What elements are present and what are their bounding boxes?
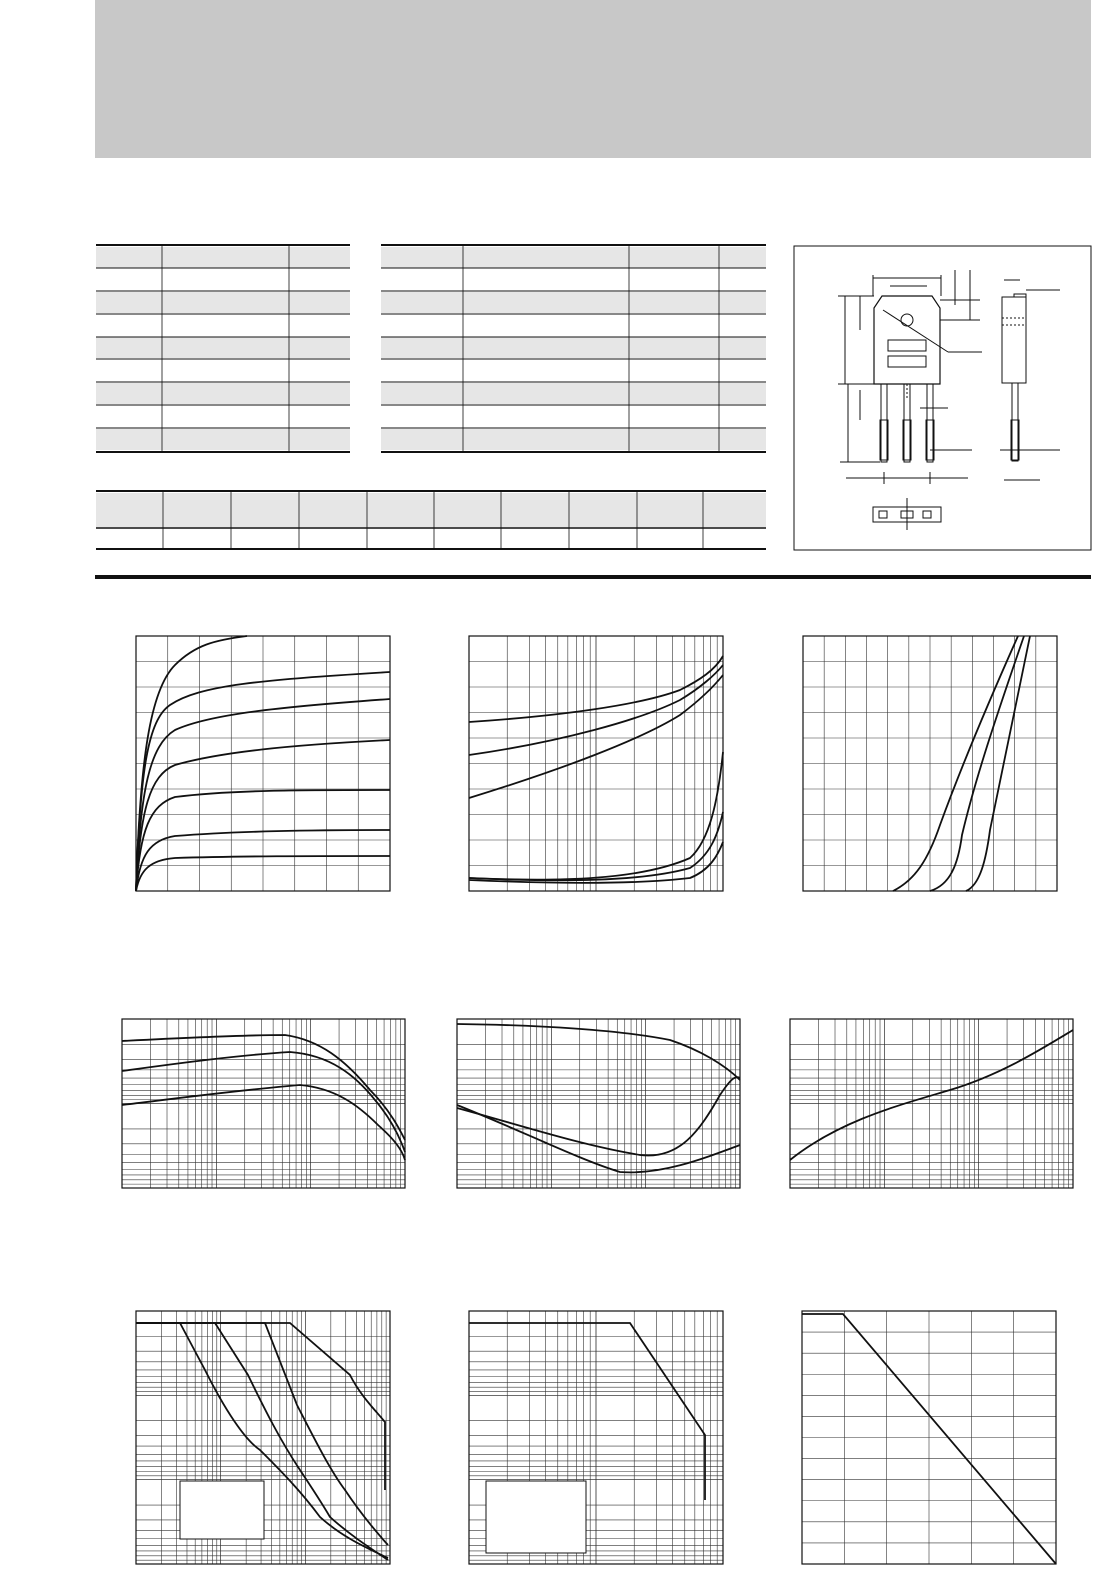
chart-dc-current-gain [122, 1019, 405, 1188]
chart-saturation-characteristics [469, 636, 723, 891]
series-1-line [790, 1030, 1073, 1160]
chart-power-derating [802, 1311, 1056, 1564]
series-1-line [457, 1024, 740, 1080]
legend-box [486, 1481, 586, 1553]
chart-output-characteristics [136, 636, 390, 891]
series-4-line [136, 1323, 385, 1490]
series-2-line [122, 1052, 405, 1152]
legend-box [180, 1481, 264, 1539]
series-3-line [122, 1085, 405, 1160]
chart-thermal-resistance [790, 1019, 1073, 1188]
chart-temperature-characteristics [457, 1019, 740, 1188]
series-1-line [469, 1323, 705, 1500]
chart-transfer-characteristics [803, 636, 1057, 891]
series-1-line [122, 1035, 405, 1140]
